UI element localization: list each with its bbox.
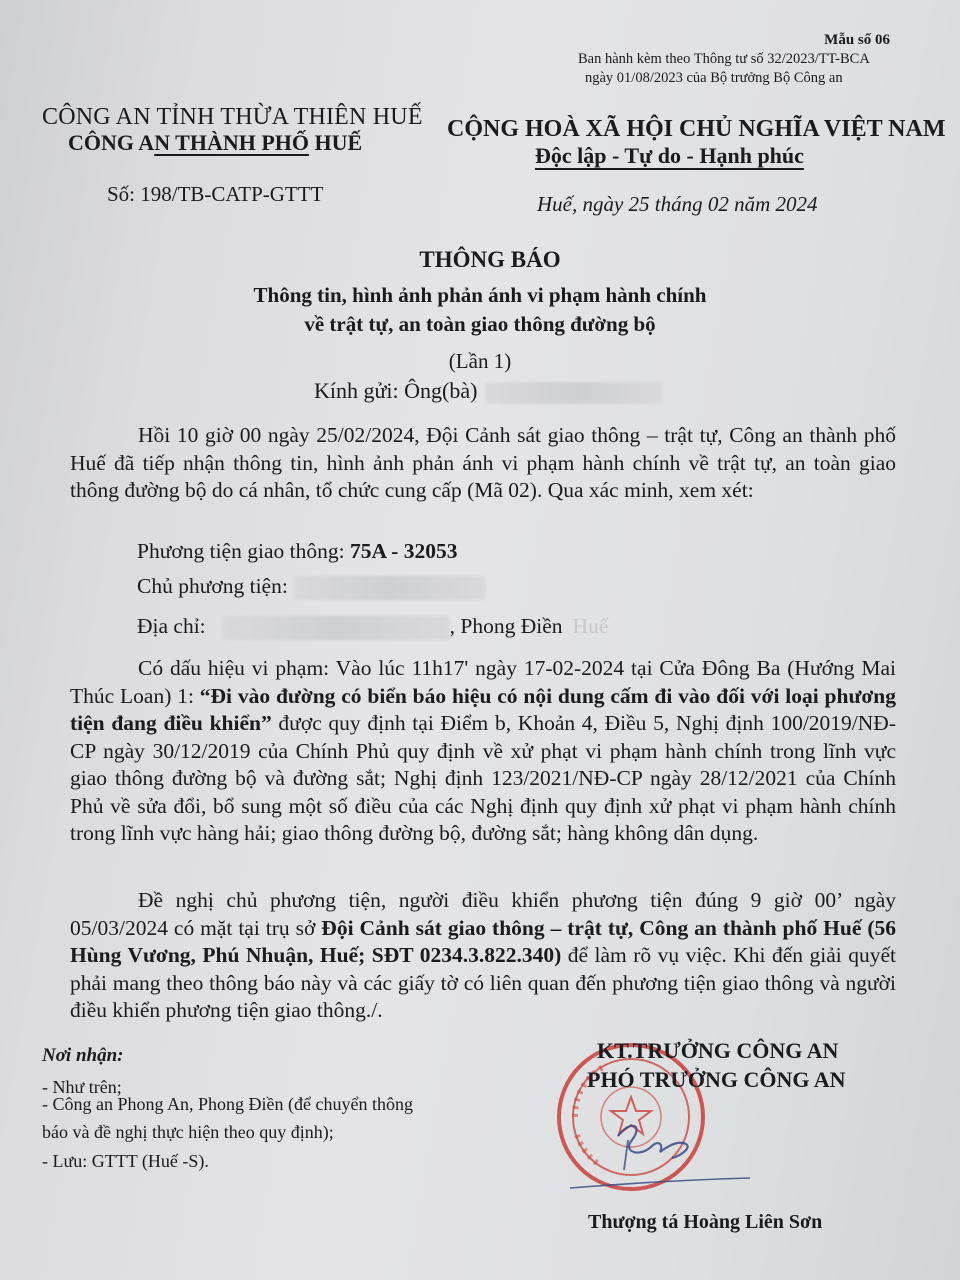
agency-name-part2: N THÀNH PHỐ (154, 130, 310, 155)
recipients-title: Nơi nhận: (42, 1045, 124, 1066)
form-number: Mẫu số 06 (824, 32, 890, 48)
violation-legal: được quy định tại Điểm b, Khoản 4, Điều 5, Nghị định 100/2019/NĐ-CP ngày 30/12/2019 của Chính Phủ quy định về xử phạt vi phạm hành chính trong lĩnh vực giao thông đường bộ và đường sắt; Nghị định 123/2021/NĐ-CP ngày 28/12/2021 của Chính Phủ về sửa đổi, bổ sung một số điều của các Nghị định quy định xử phạt vi phạm hành chính trong lĩnh vực hàng hải; giao thông đường bộ, đường sắt; hàng không dân dụng. (70, 711, 896, 845)
document-title: THÔNG BÁO (419, 247, 561, 272)
address-label: Địa chỉ: (137, 614, 206, 638)
signer-name: Thượng tá Hoàng Liên Sơn (588, 1211, 823, 1233)
vehicle-plate-line (137, 539, 457, 564)
greeting (314, 378, 663, 404)
violation-lead: Có dấu hiệu vi phạm: Vào lúc 11h17' ngày 17-02-2024 tại Cửa Đông Ba (Hướng Mai Thúc Loan) 1: (70, 656, 896, 708)
recipient-item: - Công an Phong An, Phong Điền (để chuyển thông (42, 1094, 413, 1114)
request-place: Đội Cảnh sát giao thông – trật tự, Công an thành phố Huế (56 Hùng Vương, Phú Nhuận, Huế; SĐT 0234.3.822.340) (70, 915, 896, 967)
nation-name: CỘNG HOÀ XÃ HỘI CHỦ NGHĨA VIỆT NAM (447, 116, 946, 142)
plate-label: Phương tiện giao thông: (137, 539, 350, 563)
address-tail: , Phong Điền (449, 614, 563, 638)
agency-name-part3: HUẾ (309, 130, 363, 155)
parent-agency: CÔNG AN TỈNH THỪA THIÊN HUẾ (42, 104, 423, 130)
issuing-agency (68, 130, 362, 156)
document-number: Số: 198/TB-CATP-GTTT (107, 182, 324, 206)
nation-motto: Độc lập - Tự do - Hạnh phúc (535, 143, 804, 168)
greeting-label: Kính gửi: Ông(bà) (314, 378, 478, 403)
signature-title-line2: PHÓ TRƯỞNG CÔNG AN (587, 1067, 846, 1092)
redacted-address (222, 616, 450, 640)
form-issued-date: ngày 01/08/2023 của Bộ trưởng Bộ Công an (585, 70, 843, 86)
redacted-owner (294, 576, 486, 600)
recipient-item: báo và đề nghị thực hiện theo quy định); (42, 1122, 334, 1142)
vehicle-owner-line (137, 574, 486, 600)
subtitle-line2: về trật tự, an toàn giao thông đường bộ (304, 312, 656, 336)
recipient-item: - Lưu: GTTT (Huế -S). (42, 1151, 209, 1171)
violation-act: “Đi vào đường có biển báo hiệu có nội dung cấm đi vào đối với loại phương tiện đang điều khiển” (70, 683, 896, 735)
signature-icon (560, 1100, 760, 1270)
agency-name-part1: CÔNG A (68, 130, 155, 155)
recipient-item: - Như trên; (42, 1077, 122, 1097)
owner-label: Chủ phương tiện: (137, 574, 288, 598)
date-line: Huế, ngày 25 tháng 02 năm 2024 (537, 192, 818, 216)
signature-title-line1: KT.TRƯỞNG CÔNG AN (597, 1038, 839, 1063)
request-lead: Đề nghị chủ phương tiện, người điều khiển phương tiện đúng 9 giờ 00’ ngày 05/03/2024 có mặt tại trụ sở (70, 888, 896, 940)
plate-number: 75A - 32053 (349, 539, 458, 563)
address-faint: Huế (572, 614, 609, 638)
address-line (137, 614, 608, 640)
redacted-name (485, 382, 663, 404)
subtitle-line1: Thông tin, hình ảnh phản ánh vi phạm hành chính (253, 283, 707, 307)
request-paragraph (70, 887, 896, 1025)
notice-times: (Lần 1) (448, 349, 512, 373)
intro-paragraph (70, 422, 896, 505)
intro-text: Hồi 10 giờ 00 ngày 25/02/2024, Đội Cảnh sát giao thông – trật tự, Công an thành phố Huế đã tiếp nhận thông tin, hình ảnh phản ánh vi phạm hành chính về trật tự, an toàn giao thông đường bộ do cá nhân, tổ chức cung cấp (Mã 02). Qua xác minh, xem xét: (70, 423, 896, 502)
request-tail: để làm rõ vụ việc. Khi đến giải quyết phải mang theo thông báo này và các giấy tờ có liên quan đến phương tiện giao thông và người điều khiển phương tiện giao thông./. (70, 943, 896, 1022)
violation-paragraph (70, 655, 896, 848)
form-issued-with: Ban hành kèm theo Thông tư số 32/2023/TT-BCA (578, 51, 870, 67)
